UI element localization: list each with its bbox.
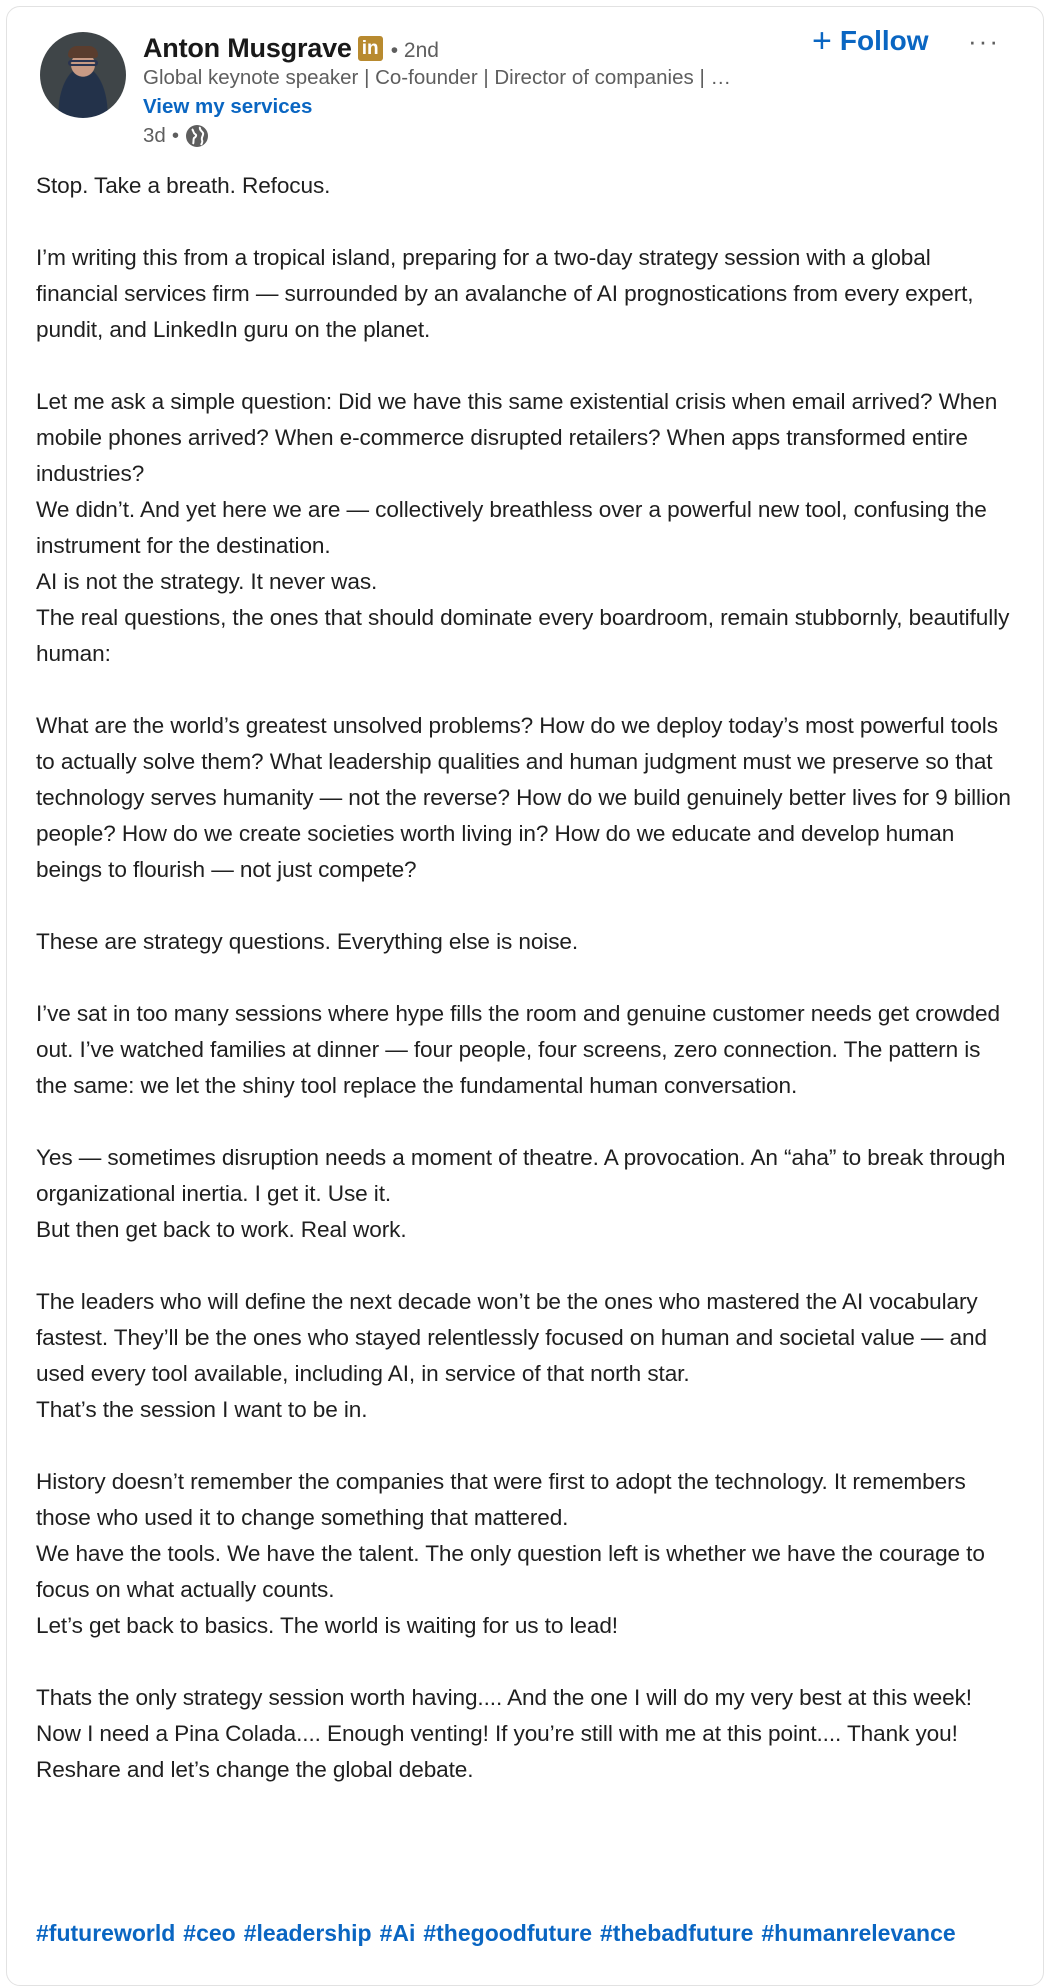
- post-body: [36, 168, 1016, 1824]
- post-paragraph: [36, 924, 1016, 960]
- view-services-link[interactable]: View my services: [143, 95, 313, 118]
- post-line: The real questions, the ones that should dominate every boardroom, remain stubbornly, beautifully human:: [36, 605, 1010, 666]
- hashtag-list: [36, 1920, 1006, 1947]
- post-line: The leaders who will define the next decade won’t be the ones who mastered the AI vocabulary fastest. They’ll be the ones who stayed relentlessly focused on human and societal value — and used every tool available, including AI, in service of that north star.: [36, 1289, 987, 1386]
- author-avatar[interactable]: [40, 32, 126, 118]
- post-line: Let me ask a simple question: Did we have this same existential crisis when email arrived? When mobile phones arrived? When e-commerce disrupted retailers? When apps transformed entire industries?: [36, 389, 998, 486]
- post-paragraph: [36, 1284, 1016, 1428]
- post-paragraph: [36, 1140, 1016, 1248]
- post-line: That’s the session I want to be in.: [36, 1397, 368, 1422]
- follow-button[interactable]: [812, 24, 929, 58]
- globe-icon: [185, 124, 209, 148]
- post-line: Stop. Take a breath. Refocus.: [36, 173, 331, 198]
- hashtag-link[interactable]: #humanrelevance: [761, 1920, 956, 1946]
- linkedin-premium-icon: in: [358, 36, 383, 61]
- post-line: AI is not the strategy. It never was.: [36, 569, 378, 594]
- post-paragraph: [36, 1680, 1016, 1788]
- plus-icon: +: [812, 22, 832, 60]
- author-name-row: [143, 30, 439, 66]
- post-line: I’ve sat in too many sessions where hype fills the room and genuine customer needs get crowded out. I’ve watched families at dinner — four people, four screens, zero connection. The pattern is the same: we let the shiny tool replace the fundamental human conversation.: [36, 1001, 1000, 1098]
- avatar-hair: [68, 46, 98, 58]
- avatar-glasses: [68, 60, 98, 66]
- post-paragraph: [36, 1464, 1016, 1644]
- more-options-button[interactable]: ···: [968, 26, 1000, 56]
- author-name[interactable]: Anton Musgrave: [143, 32, 352, 63]
- post-line: History doesn’t remember the companies that were first to adopt the technology. It remembers those who used it to change something that mattered.: [36, 1469, 966, 1530]
- hashtag-link[interactable]: #Ai: [379, 1920, 416, 1946]
- hashtag-link[interactable]: #ceo: [183, 1920, 236, 1946]
- hashtag-link[interactable]: #futureworld: [36, 1920, 176, 1946]
- post-line: We have the tools. We have the talent. The only question left is whether we have the courage to focus on what actually counts.: [36, 1541, 985, 1602]
- post-line: I’m writing this from a tropical island, preparing for a two-day strategy session with a global financial services firm — surrounded by an avalanche of AI prognostications from every expert, pundit, and LinkedIn guru on the planet.: [36, 245, 974, 342]
- post-paragraph: [36, 996, 1016, 1104]
- post-line: What are the world’s greatest unsolved problems? How do we deploy today’s most powerful tools to actually solve them? What leadership qualities and human judgment must we preserve so that technology serves humanity — not the reverse? How do we build genuinely better lives for 9 billion people? How do we create societies worth living in? How do we educate and develop human beings to flourish — not just compete?: [36, 713, 1011, 882]
- post-paragraph: [36, 168, 1016, 204]
- post-line: We didn’t. And yet here we are — collectively breathless over a powerful new tool, confusing the instrument for the destination.: [36, 497, 987, 558]
- post-line: Let’s get back to basics. The world is waiting for us to lead!: [36, 1613, 618, 1638]
- post-paragraph: [36, 384, 1016, 672]
- author-headline: Global keynote speaker | Co-founder | Director of companies | …: [143, 66, 731, 89]
- post-paragraph: [36, 708, 1016, 888]
- post-meta: [143, 124, 209, 148]
- hashtag-link[interactable]: #thebadfuture: [600, 1920, 754, 1946]
- post-line: Yes — sometimes disruption needs a moment of theatre. A provocation. An “aha” to break through organizational inertia. I get it. Use it.: [36, 1145, 1006, 1206]
- follow-label: Follow: [839, 25, 929, 56]
- meta-separator: •: [171, 124, 179, 147]
- post-time: 3d: [143, 124, 166, 147]
- post-paragraph: [36, 240, 1016, 348]
- post-line: But then get back to work. Real work.: [36, 1217, 407, 1242]
- hashtag-link[interactable]: #leadership: [243, 1920, 372, 1946]
- hashtag-link[interactable]: #thegoodfuture: [423, 1920, 593, 1946]
- post-line: Thats the only strategy session worth having.... And the one I will do my very best at this week! Now I need a Pina Colada.... Enough venting! If you’re still with me at this point.... Thank you! Reshare and let’s change the global debate.: [36, 1685, 972, 1782]
- post-line: These are strategy questions. Everything else is noise.: [36, 929, 579, 954]
- connection-degree: • 2nd: [390, 39, 439, 62]
